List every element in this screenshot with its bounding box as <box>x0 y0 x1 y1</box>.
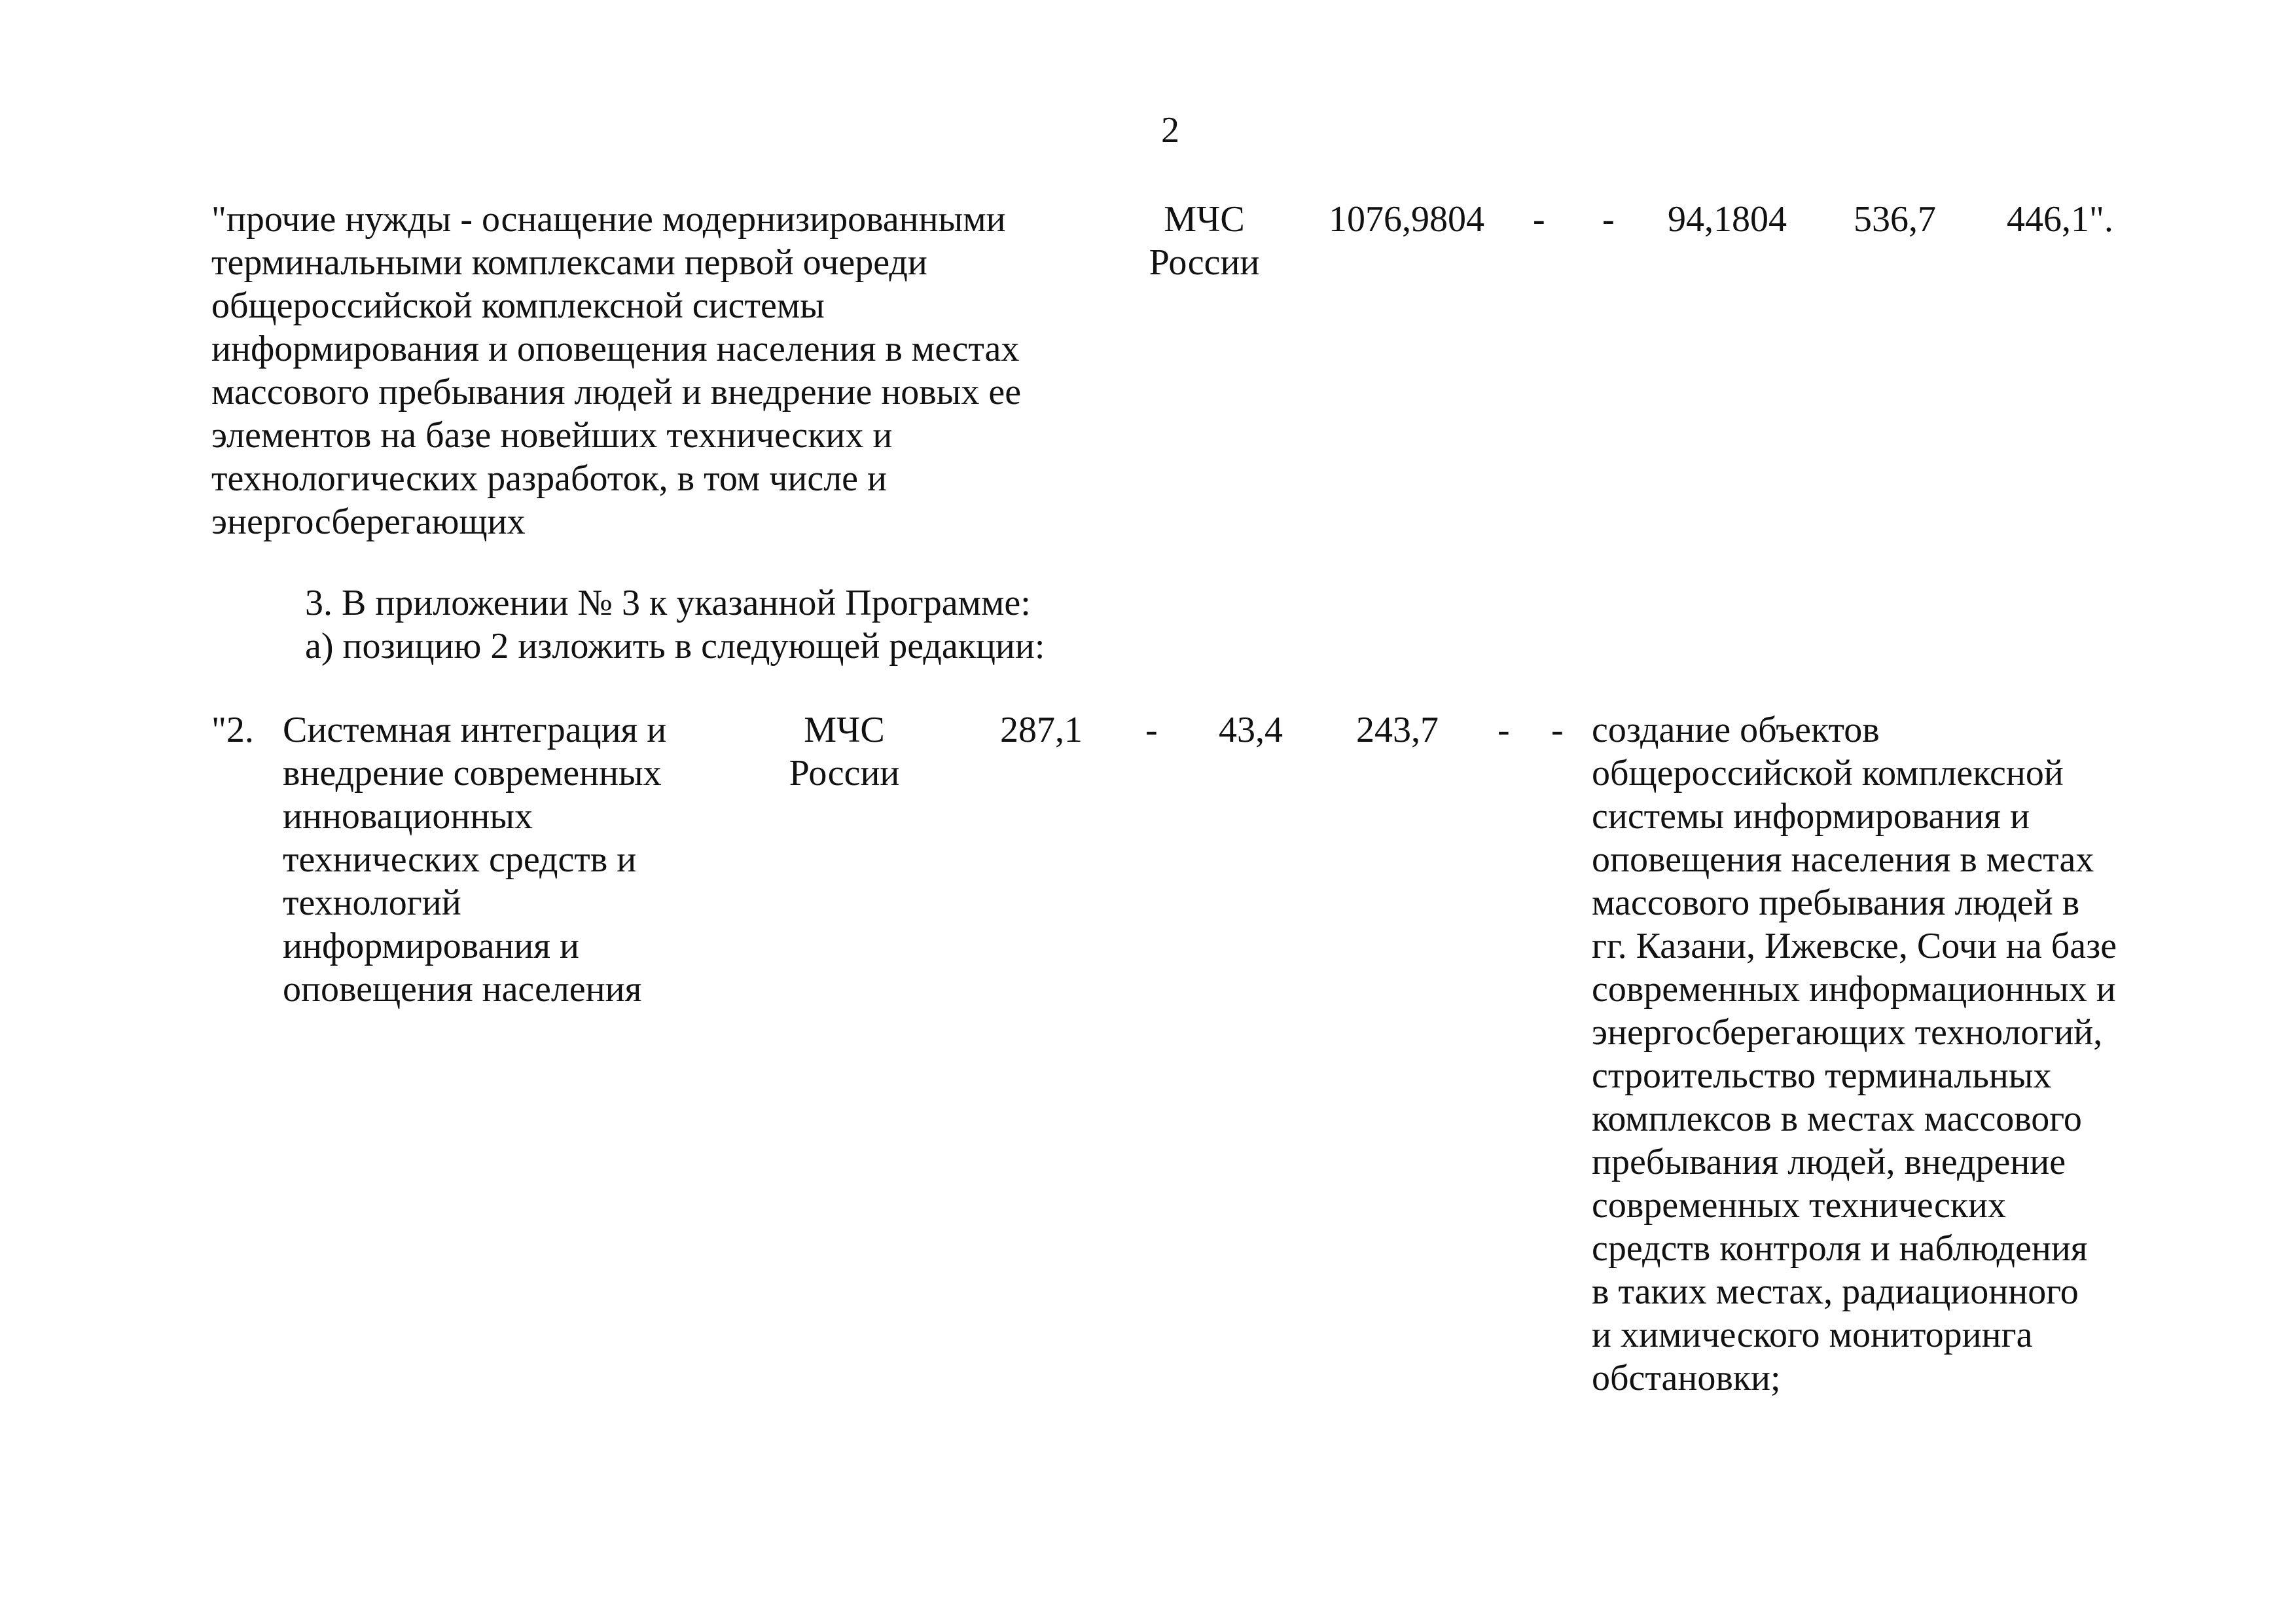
text-line: энергосберегающих <box>211 501 526 542</box>
row2-col-e: - <box>1551 710 1564 750</box>
text-line: оповещения населения <box>283 969 642 1010</box>
row2-col-a: - <box>1145 710 1158 750</box>
amendment-paragraph <box>305 581 1045 668</box>
row2-result <box>1592 708 2117 1400</box>
paragraph-line: а) позицию 2 изложить в следующей редакции: <box>305 626 1045 666</box>
text-line: МЧС <box>1164 199 1245 240</box>
row1-col-e: 446,1". <box>2007 199 2113 240</box>
text-line: массового пребывания людей и внедрение новых ее <box>211 372 1022 412</box>
text-line: технологий <box>283 883 461 923</box>
row2-executor <box>779 708 910 795</box>
text-line: пребывания людей, внедрение <box>1592 1142 2066 1182</box>
row2-number: "2. <box>211 710 254 750</box>
row1-col-a: - <box>1533 199 1545 240</box>
row1-col-b: - <box>1602 199 1615 240</box>
text-line: энергосберегающих технологий, <box>1592 1012 2103 1053</box>
text-line: обстановки; <box>1592 1358 1781 1398</box>
text-line: средств контроля и наблюдения <box>1592 1228 2088 1269</box>
text-line: строительство терминальных <box>1592 1055 2052 1096</box>
text-line: современных информационных и <box>1592 969 2116 1010</box>
row2-col-d: - <box>1498 710 1510 750</box>
text-line: внедрение современных <box>283 753 662 793</box>
row1-executor <box>1132 198 1276 284</box>
text-line: технологических разработок, в том числе и <box>211 458 887 499</box>
text-line: создание объектов <box>1592 710 1880 750</box>
text-line: современных технических <box>1592 1185 2006 1226</box>
text-line: терминальными комплексами первой очереди <box>211 242 927 283</box>
page-number: 2 <box>1161 110 1179 151</box>
text-line: общероссийской комплексной <box>1592 753 2064 793</box>
text-line: оповещения населения в местах <box>1592 839 2094 880</box>
row2-col-b: 43,4 <box>1219 710 1283 750</box>
row1-col-d: 536,7 <box>1854 199 1936 240</box>
row2-name <box>283 708 666 1011</box>
text-line: России <box>789 753 900 793</box>
text-line: массового пребывания людей в <box>1592 883 2080 923</box>
text-line: МЧС <box>804 710 885 750</box>
row1-col-c: 94,1804 <box>1668 199 1787 240</box>
text-line: в таких местах, радиационного <box>1592 1271 2079 1312</box>
text-line: элементов на базе новейших технических и <box>211 415 893 456</box>
text-line: гг. Казани, Ижевске, Сочи на базе <box>1592 926 2117 966</box>
row1-description <box>211 198 1021 543</box>
text-line: комплексов в местах массового <box>1592 1099 2082 1139</box>
row1-total: 1076,9804 <box>1329 199 1484 240</box>
text-line: информирования и <box>283 926 580 966</box>
text-line: Системная интеграция и <box>283 710 667 750</box>
text-line: инновационных <box>283 796 533 837</box>
text-line: технических средств и <box>283 839 637 880</box>
text-line: России <box>1149 242 1260 283</box>
paragraph-line: 3. В приложении № 3 к указанной Программе: <box>305 583 1031 623</box>
text-line: "прочие нужды - оснащение модернизированными <box>211 199 1006 240</box>
row2-total: 287,1 <box>1000 710 1083 750</box>
text-line: и химического мониторинга <box>1592 1315 2033 1355</box>
text-line: системы информирования и <box>1592 796 2030 837</box>
text-line: общероссийской комплексной системы <box>211 285 825 326</box>
text-line: информирования и оповещения населения в местах <box>211 329 1020 369</box>
row2-col-c: 243,7 <box>1356 710 1439 750</box>
